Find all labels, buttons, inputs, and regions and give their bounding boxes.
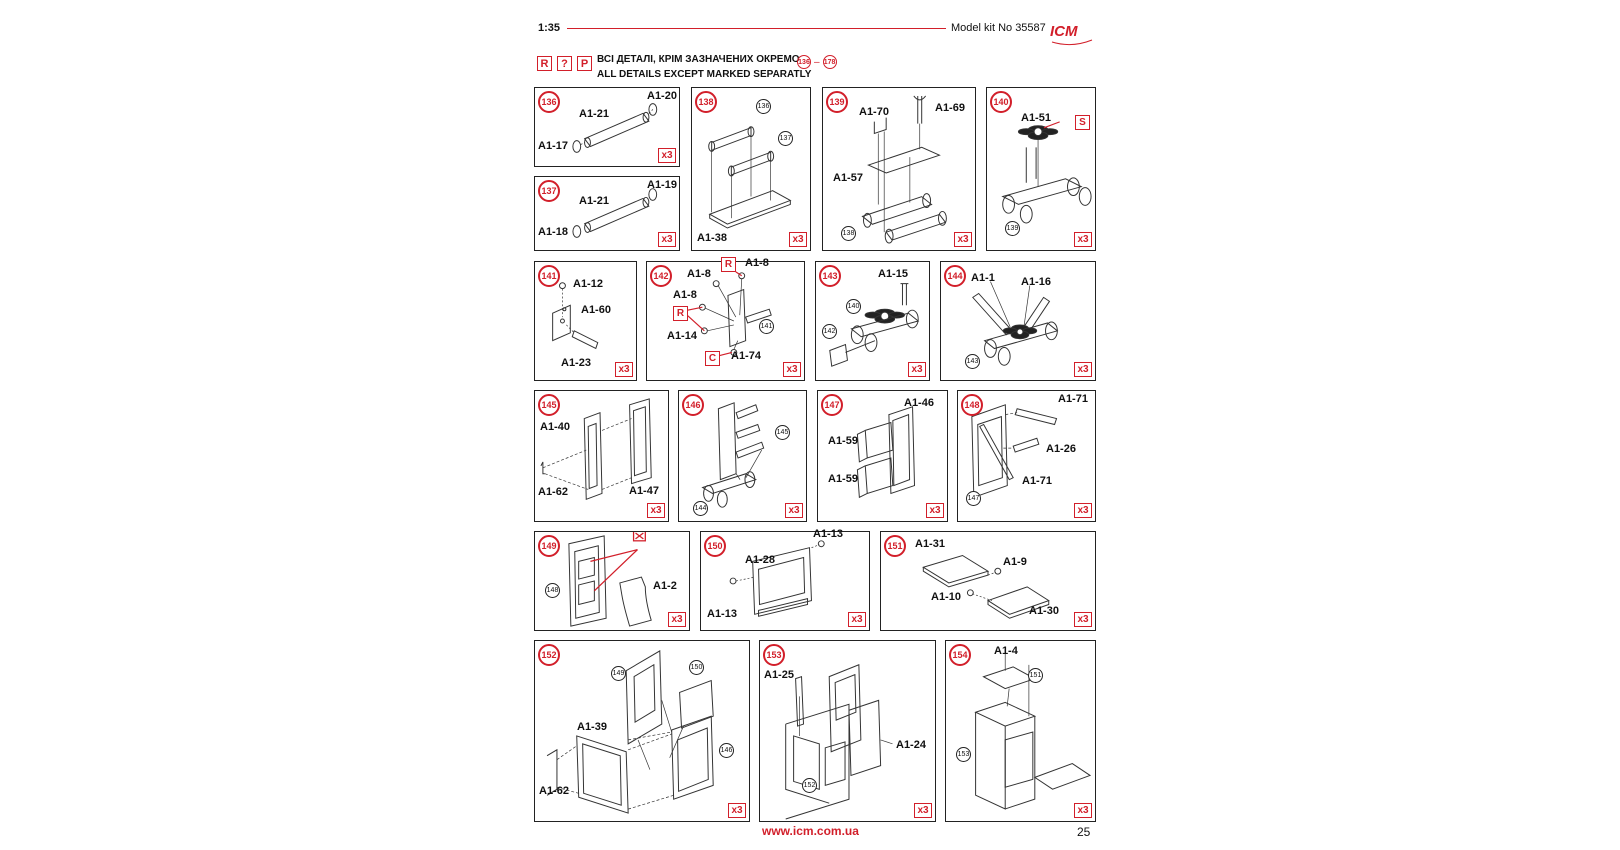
quantity-badge: x3	[1074, 612, 1092, 627]
quantity-badge: x3	[908, 362, 926, 377]
ref-badge: 139	[1005, 221, 1020, 236]
step-137-panel	[534, 176, 680, 251]
step-number: 151	[884, 535, 906, 557]
step-number: 149	[538, 535, 560, 557]
part-label: A1-13	[813, 528, 843, 540]
ref-badge: 150	[689, 660, 704, 675]
part-label: A1-1	[971, 272, 995, 284]
scale-label: 1:35	[538, 22, 561, 34]
step-number: 152	[538, 644, 560, 666]
legend-text	[597, 52, 811, 82]
step-number: 140	[990, 91, 1012, 113]
step-number: 141	[538, 265, 560, 287]
part-label: A1-57	[833, 172, 863, 184]
icm-logo	[1048, 18, 1096, 50]
ref-badge: 149	[611, 666, 626, 681]
ref-badge: 152	[802, 778, 817, 793]
step-number: 143	[819, 265, 841, 287]
part-label: A1-15	[878, 268, 908, 280]
ref-badge: 143	[965, 354, 980, 369]
quantity-badge: x3	[789, 232, 807, 247]
step-141-panel	[534, 261, 637, 381]
ref-badge: 153	[956, 747, 971, 762]
special-tag: S	[1075, 115, 1090, 130]
part-label: A1-71	[1022, 475, 1052, 487]
part-label: A1-40	[540, 421, 570, 433]
legend-tag-question: ?	[557, 56, 572, 71]
special-tag: R	[673, 306, 688, 321]
step-153-drawing	[760, 641, 935, 821]
website-link[interactable]: www.icm.com.ua	[762, 824, 859, 838]
step-number: 147	[821, 394, 843, 416]
part-label: A1-18	[538, 226, 568, 238]
quantity-badge: x3	[647, 503, 665, 518]
legend-tags	[537, 56, 592, 71]
quantity-badge: x3	[1074, 232, 1092, 247]
part-label: A1-14	[667, 330, 697, 342]
step-143-panel	[815, 261, 930, 381]
quantity-badge: x3	[668, 612, 686, 627]
ref-badge: 147	[966, 491, 981, 506]
part-label: A1-20	[647, 90, 677, 102]
ref-badge: 142	[822, 324, 837, 339]
step-number: 145	[538, 394, 560, 416]
svg-text:ICM: ICM	[1050, 23, 1078, 40]
part-label: A1-4	[994, 645, 1018, 657]
step-151-drawing	[881, 532, 1095, 630]
step-number: 144	[944, 265, 966, 287]
part-label: A1-16	[1021, 276, 1051, 288]
step-number: 148	[961, 394, 983, 416]
quantity-badge: x3	[1074, 503, 1092, 518]
legend-tag-r: R	[537, 56, 552, 71]
part-label: A1-71	[1058, 393, 1088, 405]
quantity-badge: x3	[1074, 803, 1092, 818]
step-number: 153	[763, 644, 785, 666]
part-label: A1-10	[931, 591, 961, 603]
part-label: A1-13	[707, 608, 737, 620]
part-label: A1-59	[828, 435, 858, 447]
ref-badge: 138	[841, 226, 856, 241]
ref-badge: 148	[545, 583, 560, 598]
part-label: A1-28	[745, 554, 775, 566]
quantity-badge: x3	[926, 503, 944, 518]
part-label: A1-51	[1021, 112, 1051, 124]
quantity-badge: x3	[728, 803, 746, 818]
step-153-panel	[759, 640, 936, 822]
legend-line-ua: ВСІ ДЕТАЛІ, КРІМ ЗАЗНАЧЕНИХ ОКРЕМО	[597, 54, 800, 65]
part-label: A1-23	[561, 357, 591, 369]
step-150-panel	[700, 528, 870, 631]
step-151-panel	[880, 531, 1096, 631]
part-label: A1-8	[745, 257, 769, 269]
step-number: 137	[538, 180, 560, 202]
step-number: 136	[538, 91, 560, 113]
part-label: A1-25	[764, 669, 794, 681]
step-146-panel	[678, 390, 807, 522]
ref-badge: 146	[719, 743, 734, 758]
quantity-badge: x3	[658, 148, 676, 163]
ref-badge: 144	[693, 501, 708, 516]
special-tag: R	[721, 257, 736, 272]
part-label: A1-59	[828, 473, 858, 485]
part-label: A1-47	[629, 485, 659, 497]
step-136-panel	[534, 87, 680, 167]
part-label: A1-70	[859, 106, 889, 118]
quantity-badge: x3	[658, 232, 676, 247]
part-label: A1-8	[687, 268, 711, 280]
part-label: A1-21	[579, 108, 609, 120]
step-140-panel	[986, 87, 1096, 251]
quantity-badge: x3	[783, 362, 801, 377]
part-label: A1-74	[731, 350, 761, 362]
ref-badge: 140	[846, 299, 861, 314]
step-138-panel	[691, 87, 811, 251]
step-144-panel	[940, 261, 1096, 381]
part-label: A1-26	[1046, 443, 1076, 455]
quantity-badge: x3	[914, 803, 932, 818]
ref-badge: 141	[759, 319, 774, 334]
step-145-panel	[534, 390, 669, 522]
part-label: A1-39	[577, 721, 607, 733]
step-142-panel	[646, 257, 805, 381]
part-label: A1-60	[581, 304, 611, 316]
quantity-badge: x3	[954, 232, 972, 247]
quantity-badge: x3	[1074, 362, 1092, 377]
step-number: 139	[826, 91, 848, 113]
range-to-badge: 178	[823, 55, 837, 69]
ref-badge: 137	[778, 131, 793, 146]
quantity-badge: x3	[785, 503, 803, 518]
ref-badge: 136	[756, 99, 771, 114]
step-147-panel	[817, 390, 948, 522]
part-label: A1-24	[896, 739, 926, 751]
step-139-panel	[822, 87, 976, 251]
step-152-panel	[534, 640, 750, 822]
legend-range	[797, 55, 837, 69]
part-label: A1-62	[538, 486, 568, 498]
part-label: A1-31	[915, 538, 945, 550]
kit-number: Model kit No 35587	[951, 22, 1046, 34]
legend-line-en: ALL DETAILS EXCEPT MARKED SEPARATLY	[597, 69, 812, 80]
step-154-panel	[945, 640, 1096, 822]
part-label: A1-9	[1003, 556, 1027, 568]
part-label: A1-62	[539, 785, 569, 797]
part-label: A1-46	[904, 397, 934, 409]
page-number: 25	[1077, 825, 1091, 839]
range-separator: –	[814, 56, 820, 68]
quantity-badge: x3	[848, 612, 866, 627]
step-148-panel	[957, 390, 1096, 522]
step-number: 146	[682, 394, 704, 416]
part-label: A1-8	[673, 289, 697, 301]
part-label: A1-30	[1029, 605, 1059, 617]
legend-tag-p: P	[577, 56, 592, 71]
step-154-drawing	[946, 641, 1095, 821]
quantity-badge: x3	[615, 362, 633, 377]
part-label: A1-12	[573, 278, 603, 290]
header-rule	[567, 28, 946, 29]
ref-badge: 145	[775, 425, 790, 440]
ref-badge: 151	[1028, 668, 1043, 683]
range-from-badge: 136	[797, 55, 811, 69]
step-number: 142	[650, 265, 672, 287]
step-number: 154	[949, 644, 971, 666]
part-label: A1-38	[697, 232, 727, 244]
step-149-panel	[534, 531, 690, 631]
part-label: A1-17	[538, 140, 568, 152]
step-number: 150	[704, 535, 726, 557]
step-number: 138	[695, 91, 717, 113]
special-tag: C	[705, 351, 720, 366]
part-label: A1-2	[653, 580, 677, 592]
part-label: A1-21	[579, 195, 609, 207]
part-label: A1-19	[647, 179, 677, 191]
part-label: A1-69	[935, 102, 965, 114]
